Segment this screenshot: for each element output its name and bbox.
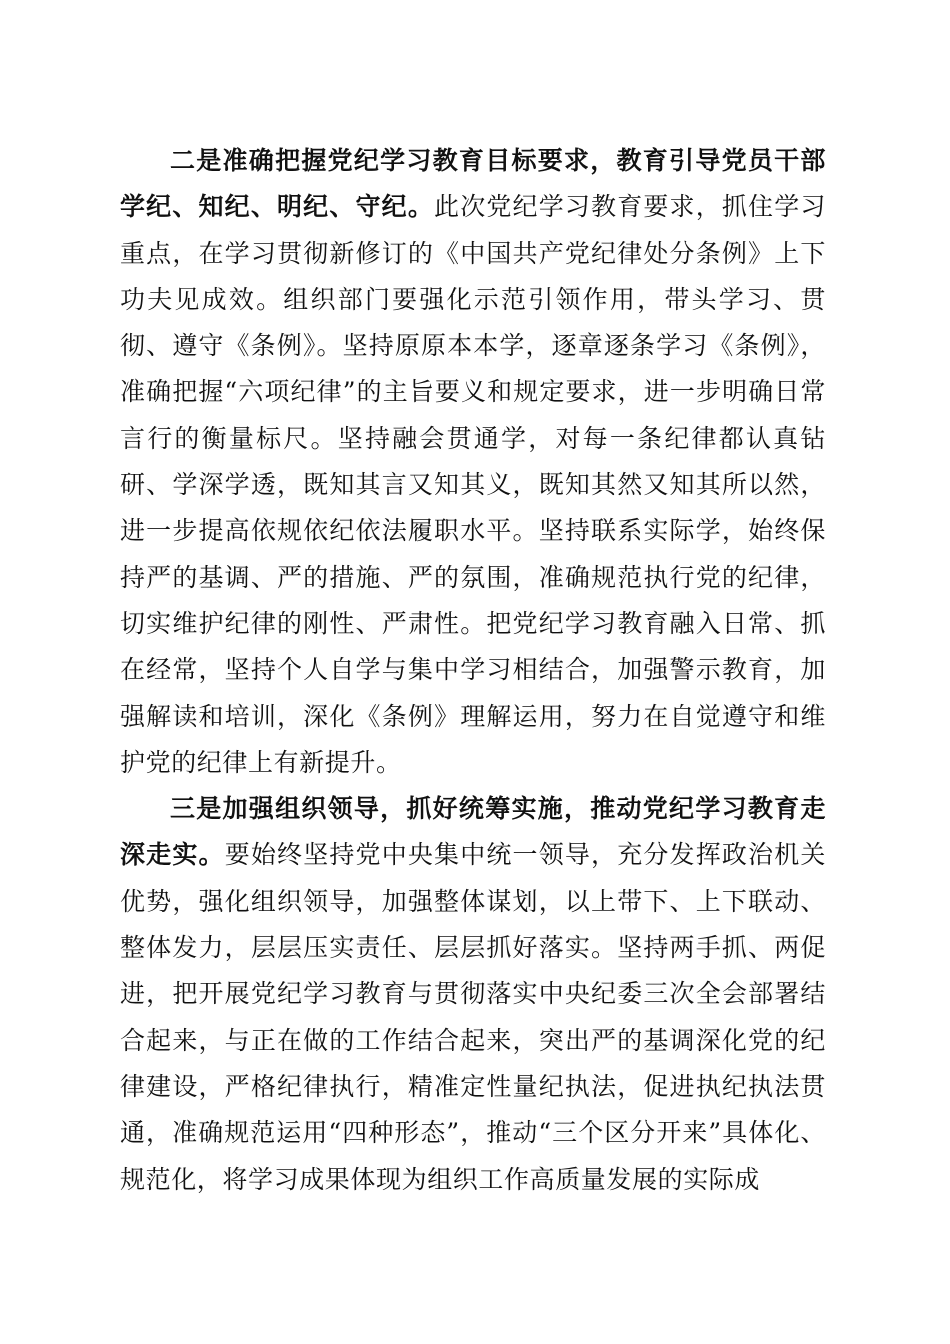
paragraph-2-body: 此次党纪学习教育要求，抓住学习重点，在学习贯彻新修订的《中国共产党纪律处分条例》上下功夫见成效。组织部门要强化示范引领作用，带头学习、贯彻、遵守《条例》。坚持原原本本学，逐章逐条学习《条例》，准确把握“六项纪律”的主旨要义和规定要求，进一步明确日常言行的衡量标尺。坚持融会贯通学，对每一条纪律都认真钻研、学深学透，既知其言又知其义，既知其然又知其所以然，进一步提高依规依纪依法履职水平。坚持联系实际学，始终保持严的基调、严的措施、严的氛围，准确规范执行党的纪律，切实维护纪律的刚性、严肃性。把党纪学习教育融入日常、抓在经常，坚持个人自学与集中学习相结合，加强警示教育，加强解读和培训，深化《条例》理解运用，努力在自觉遵守和维护党的纪律上有新提升。 <box>120 192 826 777</box>
paragraph-2 <box>120 138 826 786</box>
paragraph-3-lead: 三是加强组织领导，抓好统筹实施，推动党纪学习教育走深走实。 <box>120 794 826 870</box>
paragraph-3 <box>120 786 826 1203</box>
paragraph-3-body: 要始终坚持党中央集中统一领导，充分发挥政治机关优势，强化组织领导，加强整体谋划，以上带下、上下联动、整体发力，层层压实责任、层层抓好落实。坚持两手抓、两促进，把开展党纪学习教育与贯彻落实中央纪委三次全会部署结合起来，与正在做的工作结合起来，突出严的基调深化党的纪律建设，严格纪律执行，精准定性量纪执法，促进执纪执法贯通，准确规范运用“四种形态”，推动“三个区分开来”具体化、规范化，将学习成果体现为组织工作高质量发展的实际成 <box>120 840 826 1194</box>
document-body <box>120 138 826 1203</box>
paragraph-2-lead: 二是准确把握党纪学习教育目标要求，教育引导党员干部学纪、知纪、明纪、守纪。 <box>120 146 826 222</box>
